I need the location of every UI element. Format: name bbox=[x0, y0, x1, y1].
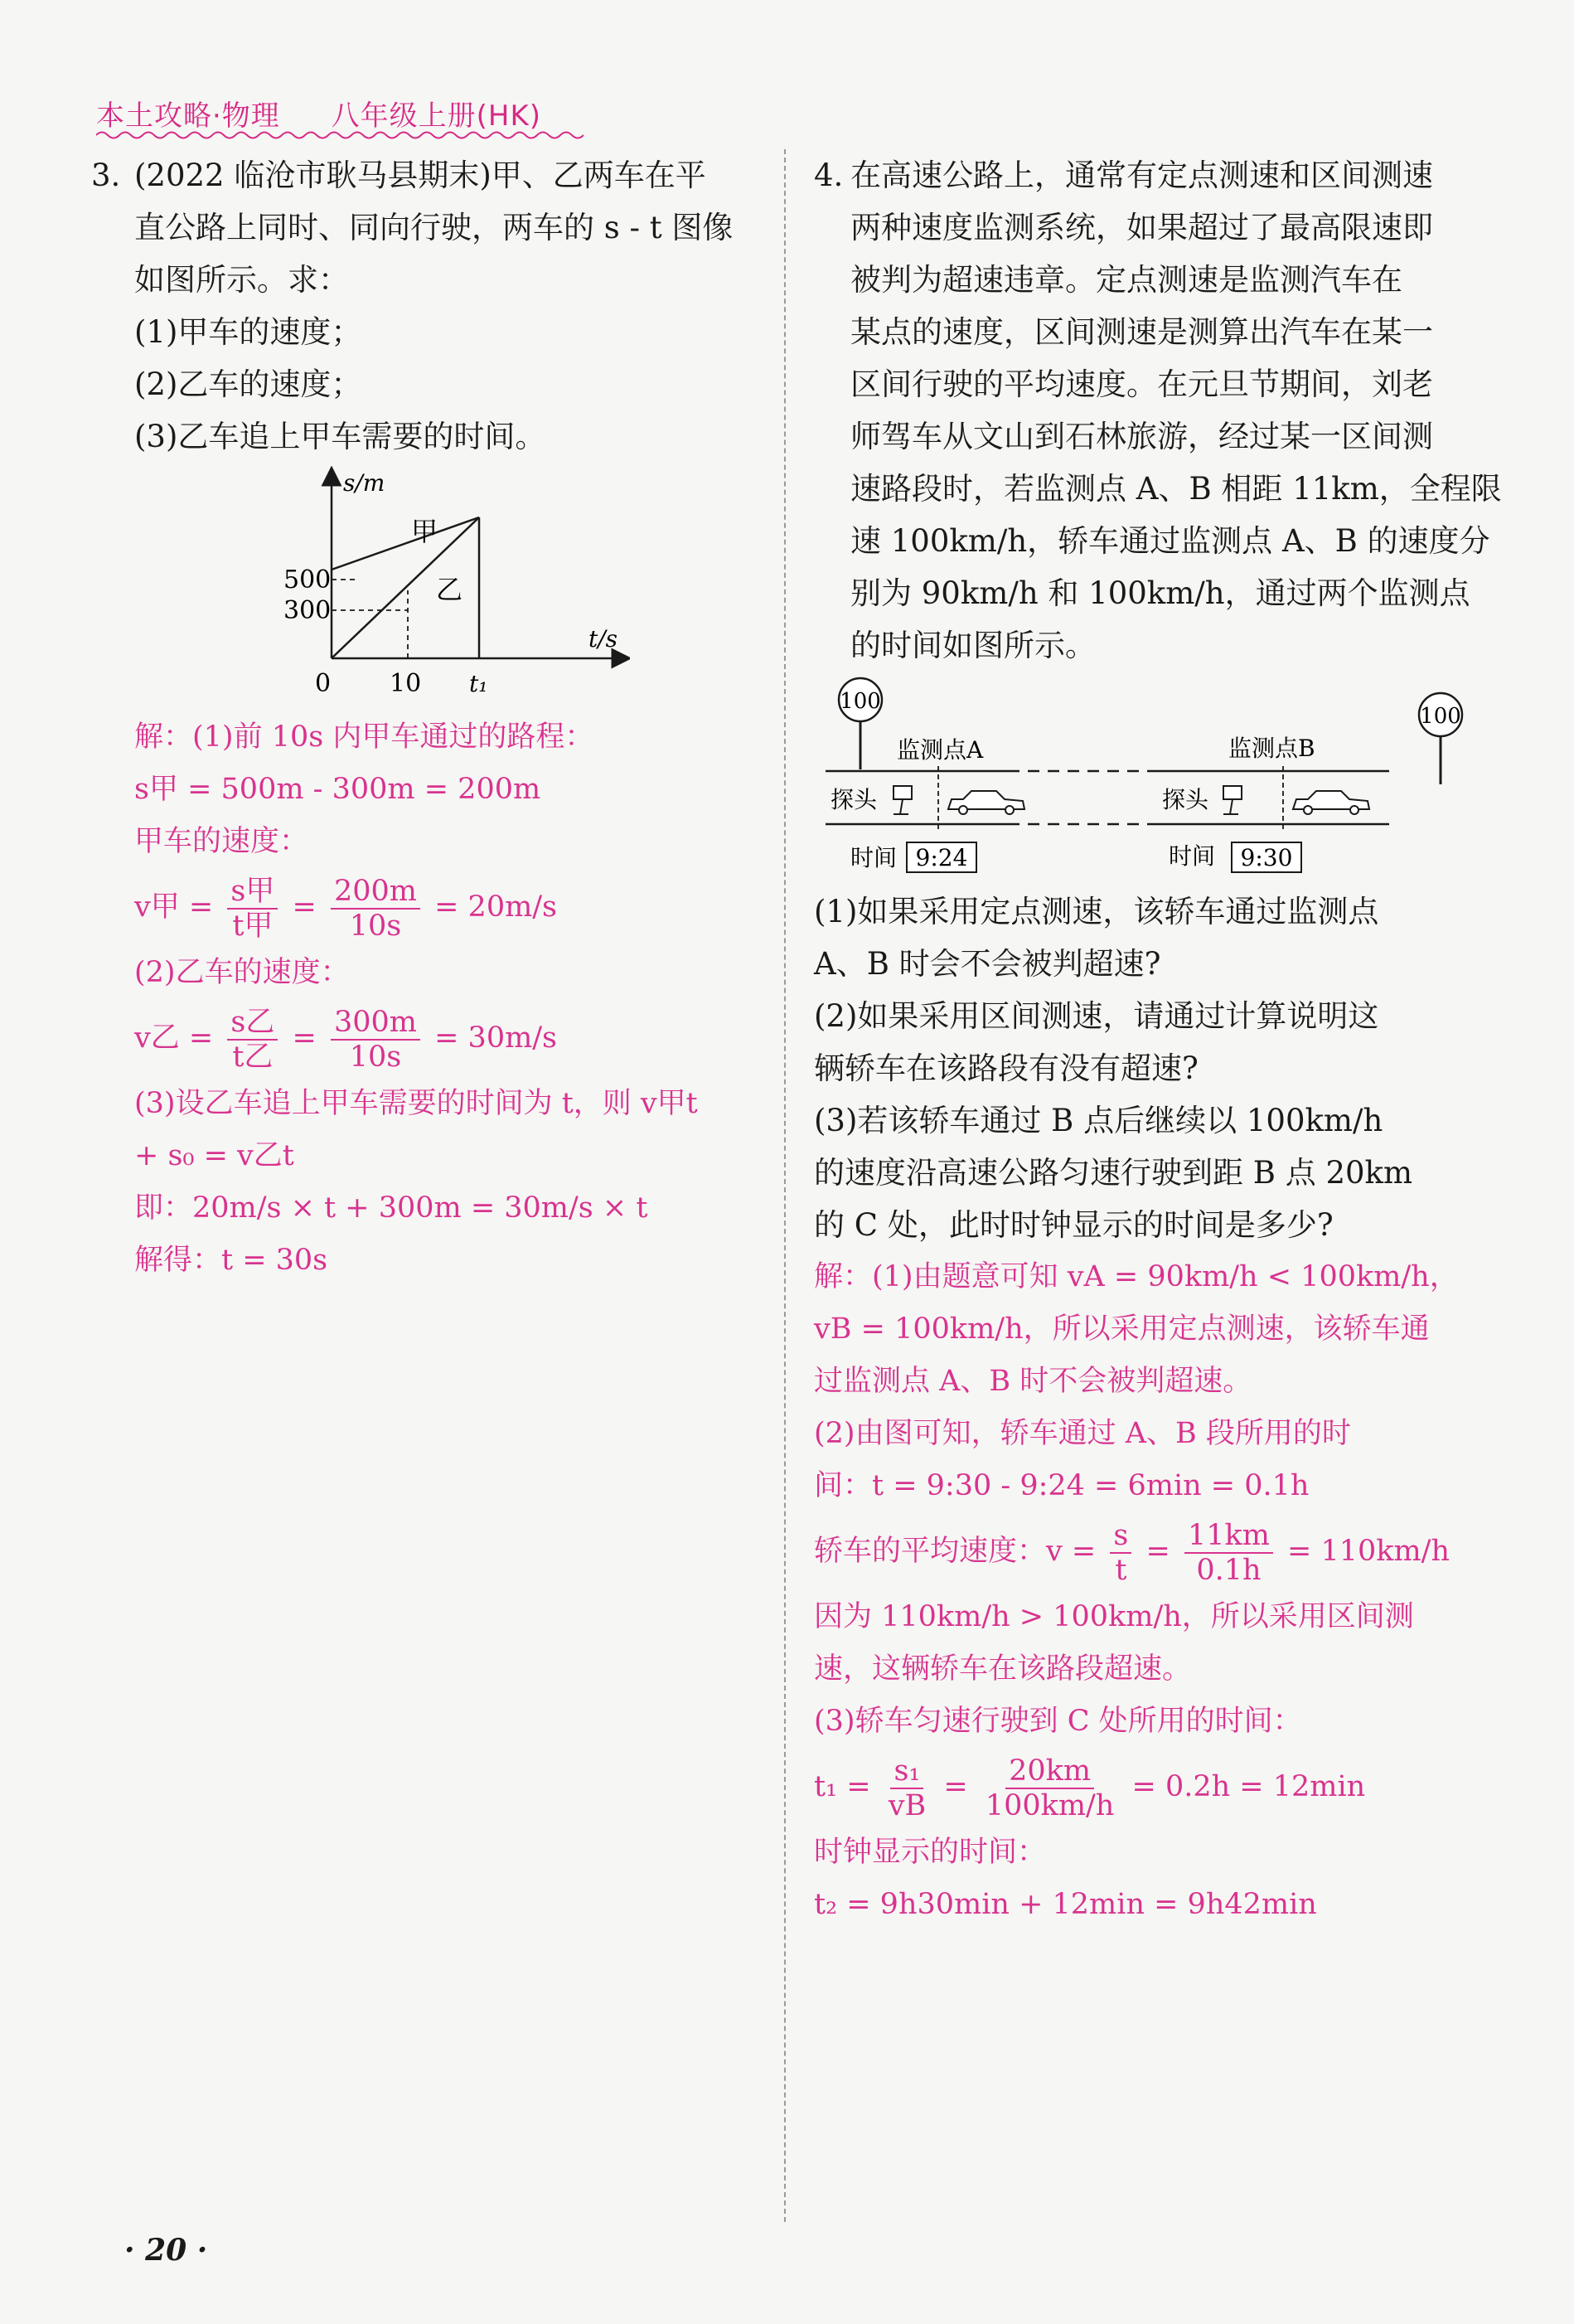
q3-ans-6-lhs: v乙 = bbox=[134, 1021, 214, 1055]
page-header bbox=[96, 93, 541, 133]
page-number: · 20 · bbox=[124, 2233, 208, 2268]
q3-stem-2: 直公路上同时、同向行驶，两车的 s - t 图像 bbox=[134, 210, 734, 245]
q3-ans-9: 即：20m/s × t + 300m = 30m/s × t bbox=[134, 1191, 648, 1225]
question-4 bbox=[814, 149, 1502, 1931]
q3-answer bbox=[91, 711, 754, 1287]
frac-num: s甲 bbox=[227, 875, 278, 910]
q4-sub-3c: 的 C 处，此时时钟显示的时间是多少? bbox=[814, 1207, 1334, 1243]
sign-right-value: 100 bbox=[1420, 704, 1461, 729]
frac-num: 300m bbox=[331, 1006, 420, 1041]
q4-ans-6: 轿车的平均速度：v = $\frac{s}{t}$ = $\frac{11km}{0.1h}$ = 110km/h bbox=[814, 1518, 1451, 1587]
q4-stem-1: 在高速公路上，通常有定点测速和区间测速 bbox=[850, 158, 1433, 193]
frac-den: 10s bbox=[349, 909, 402, 943]
q4-ans-6-lhs: 轿车的平均速度：v = bbox=[814, 1535, 1097, 1568]
q3-ans-10: 解得：t = 30s bbox=[134, 1244, 328, 1277]
time-a-label: 时间 bbox=[850, 844, 898, 871]
q4-stem-6: 师驾车从文山到石林旅游，经过某一区间测 bbox=[850, 419, 1433, 454]
q3-stem-1: (2022 临沧市耿马县期末)甲、乙两车在平 bbox=[134, 158, 706, 193]
q3-line-1 bbox=[91, 149, 754, 201]
q3-ans-7: (3)设乙车追上甲车需要的时间为 t，则 v甲t bbox=[134, 1087, 698, 1120]
frac-den: t乙 bbox=[232, 1040, 274, 1074]
speed-monitor-figure bbox=[826, 677, 1472, 884]
question-3 bbox=[91, 149, 754, 1287]
frac-den: 0.1h bbox=[1196, 1553, 1262, 1587]
q4-ans-10-result: = 0.2h = 12min bbox=[1131, 1770, 1366, 1803]
x-axis-label: t/s bbox=[588, 625, 618, 653]
q3-ans-5: (2)乙车的速度： bbox=[134, 956, 350, 989]
probe-a-label: 探头 bbox=[831, 786, 878, 813]
q3-sub-1: (1)甲车的速度； bbox=[134, 314, 362, 350]
q3-ans-4-lhs: v甲 = bbox=[134, 890, 214, 924]
q4-sub-3: (3)若该轿车通过 B 点后继续以 100km/h bbox=[814, 1103, 1383, 1138]
q4-stem-9: 别为 90km/h 和 100km/h，通过两个监测点 bbox=[850, 575, 1470, 611]
q4-ans-5: 间：t = 9:30 - 9:24 = 6min = 0.1h bbox=[814, 1469, 1310, 1502]
label-yi: 乙 bbox=[436, 574, 463, 605]
q3-ans-6-result: = 30m/s bbox=[434, 1021, 558, 1055]
frac-num: s bbox=[1110, 1519, 1131, 1554]
q4-number: 4. bbox=[814, 158, 844, 193]
frac-den: t bbox=[1115, 1553, 1127, 1587]
frac-num: 20km bbox=[1005, 1754, 1094, 1789]
q4-stem-3: 被判为超速违章。定点测速是监测汽车在 bbox=[850, 262, 1402, 298]
q4-ans-7: 因为 110km/h > 100km/h，所以采用区间测 bbox=[814, 1600, 1414, 1633]
point-b-label: 监测点B bbox=[1228, 735, 1315, 762]
frac-num: s乙 bbox=[227, 1006, 278, 1041]
x-tick-0: 0 bbox=[315, 669, 332, 698]
q4-ans-8: 速，这辆轿车在该路段超速。 bbox=[814, 1652, 1192, 1686]
q4-ans-10-lhs: t₁ = bbox=[814, 1770, 871, 1803]
q4-line-1 bbox=[814, 149, 1485, 201]
q4-sub-1: (1)如果采用定点测速，该轿车通过监测点 bbox=[814, 894, 1379, 929]
q4-sub-1b: A、B 时会不会被判超速? bbox=[814, 946, 1161, 982]
q4-stem-5: 区间行驶的平均速度。在元旦节期间，刘老 bbox=[850, 366, 1433, 402]
frac-num: 200m bbox=[331, 875, 420, 910]
q4-ans-10: t₁ = $\frac{\text{s₁}}{vB}$ = $\frac{20km}{100km/h}$ = 0.2h = 12min bbox=[814, 1754, 1366, 1822]
frac-den: t甲 bbox=[232, 909, 274, 943]
q4-ans-1: 解：(1)由题意可知 vA = 90km/h < 100km/h， bbox=[814, 1260, 1459, 1293]
car-icon-b bbox=[1293, 791, 1369, 814]
camera-icon-b bbox=[1223, 786, 1242, 814]
q4-sub-3b: 的速度沿高速公路匀速行驶到距 B 点 20km bbox=[814, 1155, 1413, 1191]
sign-left-value: 100 bbox=[840, 689, 881, 714]
time-a-value: 9:24 bbox=[915, 844, 968, 871]
q4-stem-10: 的时间如图所示。 bbox=[850, 628, 1096, 663]
q4-ans-4: (2)由图可知，轿车通过 A、B 段所用的时 bbox=[814, 1417, 1351, 1450]
car-icon-a bbox=[948, 791, 1024, 814]
book-title: 本土攻略·物理 bbox=[96, 99, 280, 133]
q4-stem-7: 速路段时，若监测点 A、B 相距 11km，全程限 bbox=[850, 471, 1502, 507]
q4-ans-12: t₂ = 9h30min + 12min = 9h42min bbox=[814, 1888, 1317, 1921]
st-graph bbox=[282, 466, 630, 706]
x-tick-10: 10 bbox=[390, 669, 422, 698]
column-divider bbox=[784, 149, 786, 2222]
camera-icon-a bbox=[894, 786, 912, 814]
y-axis-label: s/m bbox=[343, 469, 385, 497]
grade-label: 八年级上册(HK) bbox=[331, 99, 542, 133]
q4-stem-8: 速 100km/h，轿车通过监测点 A、B 的速度分 bbox=[850, 523, 1490, 559]
q4-ans-3: 过监测点 A、B 时不会被判超速。 bbox=[814, 1365, 1252, 1398]
frac-den: 10s bbox=[349, 1040, 402, 1074]
q3-ans-3: 甲车的速度： bbox=[134, 825, 309, 858]
q3-stem-3: 如图所示。求： bbox=[134, 262, 349, 298]
frac-den: vB bbox=[888, 1788, 927, 1822]
q3-ans-4: v甲 = $\frac{\text{s甲}}{\text{t甲}}$ = $\frac{200m}{10s}$ = 20m/s bbox=[134, 874, 558, 943]
q3-sub-2: (2)乙车的速度； bbox=[134, 366, 362, 402]
q4-sub-2b: 辆轿车在该路段有没有超速? bbox=[814, 1050, 1199, 1086]
q3-ans-1: 解：(1)前 10s 内甲车通过的路程： bbox=[134, 720, 594, 754]
q4-ans-11: 时钟显示的时间： bbox=[814, 1836, 1047, 1869]
time-b-label: 时间 bbox=[1169, 842, 1216, 870]
q3-ans-6: v乙 = $\frac{\text{s乙}}{\text{t乙}}$ = $\frac{300m}{10s}$ = 30m/s bbox=[134, 1005, 558, 1074]
q3-number: 3. bbox=[91, 158, 121, 193]
q4-ans-9: (3)轿车匀速行驶到 C 处所用的时间： bbox=[814, 1705, 1302, 1738]
y-tick-500: 500 bbox=[283, 565, 332, 594]
q4-stem-4: 某点的速度，区间测速是测算出汽车在某一 bbox=[850, 314, 1433, 350]
frac-num: 11km bbox=[1184, 1519, 1273, 1554]
q3-ans-2: s甲 = 500m - 300m = 200m bbox=[134, 773, 541, 806]
q3-ans-4-result: = 20m/s bbox=[434, 890, 558, 924]
q4-answer bbox=[814, 1251, 1485, 1931]
frac-den: 100km/h bbox=[985, 1788, 1115, 1822]
time-b-value: 9:30 bbox=[1240, 844, 1293, 871]
line-jia bbox=[332, 517, 479, 570]
point-a-label: 监测点A bbox=[897, 736, 984, 764]
label-jia: 甲 bbox=[411, 516, 438, 547]
q4-sub-2: (2)如果采用区间测速，请通过计算说明这 bbox=[814, 998, 1379, 1034]
frac-num: s₁ bbox=[890, 1754, 923, 1789]
q3-ans-8: + s₀ = v乙t bbox=[134, 1139, 294, 1172]
x-tick-t1: t₁ bbox=[469, 670, 488, 697]
q4-stem-2: 两种速度监测系统，如果超过了最高限速即 bbox=[850, 210, 1433, 245]
q3-sub-3: (3)乙车追上甲车需要的时间。 bbox=[134, 419, 546, 454]
y-tick-300: 300 bbox=[283, 596, 332, 625]
probe-b-label: 探头 bbox=[1162, 786, 1209, 813]
header-underline bbox=[96, 129, 585, 141]
q4-ans-2: vB = 100km/h，所以采用定点测速，该轿车通 bbox=[814, 1312, 1430, 1346]
q4-ans-6-result: = 110km/h bbox=[1287, 1535, 1451, 1568]
